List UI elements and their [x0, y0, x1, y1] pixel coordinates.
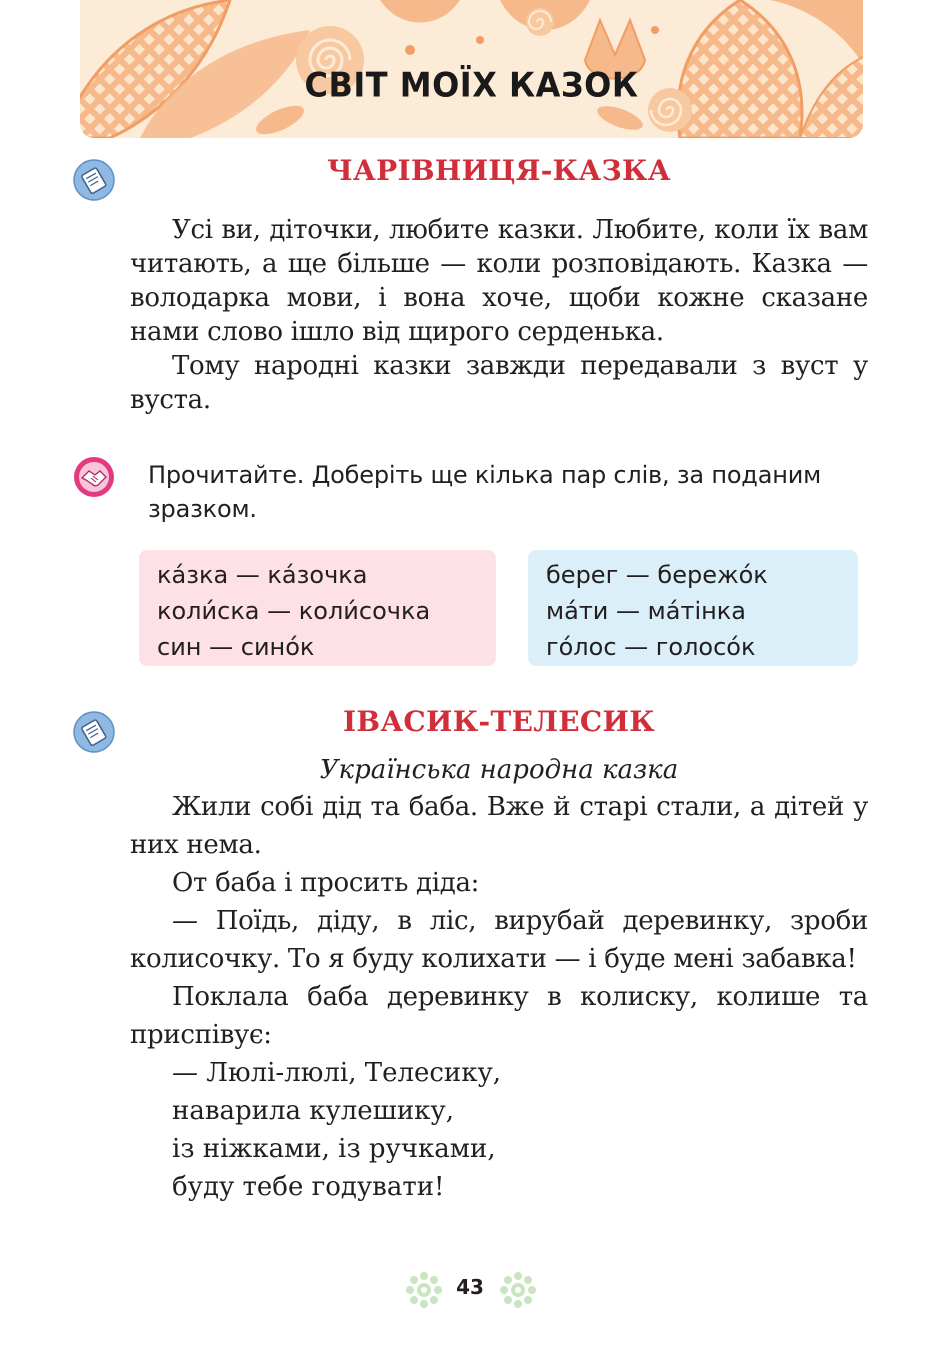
- verse-line: із ніжками, із ручками,: [172, 1134, 496, 1164]
- word-pairs-box-right: [528, 550, 858, 666]
- paragraph: — Поїдь, діду, в ліс, вирубай деревинку, зроби колисочку. То я буду колихати — і буде мені забавка!: [130, 906, 868, 974]
- word-pairs-box-left: [139, 550, 496, 666]
- word-pair: берег — бережо́к: [546, 561, 768, 589]
- verse-line: буду тебе годувати!: [172, 1172, 445, 1202]
- floral-ornament-icon: [498, 1270, 538, 1314]
- floral-ornament-icon: [404, 1270, 444, 1314]
- word-pair: го́лос — голосо́к: [546, 633, 756, 661]
- paragraph: Жили собі дід та баба. Вже й старі стали, а дітей у них нема.: [130, 792, 868, 860]
- section2-body: [130, 788, 868, 1206]
- word-pair: ма́ти — ма́тінка: [546, 597, 747, 625]
- section-title-charivnytsia: ЧАРІВНИЦЯ-КАЗКА: [327, 154, 671, 187]
- story-subtitle: Українська народна казка: [319, 755, 679, 785]
- paragraph: Усі ви, діточки, любите казки. Любите, коли їх вам читають, а ще більше — коли розповідають. Казка — володарка мови, і вона хоче, щоби кожне сказане нами слово ішло від щирого серденька.: [130, 215, 868, 347]
- paragraph: Тому народні казки завжди передавали з вуст у вуста.: [130, 351, 868, 415]
- handshake-icon: [73, 456, 115, 498]
- section1-body: [130, 213, 868, 417]
- page-number: 43: [456, 1275, 484, 1299]
- word-pair: син — сино́к: [157, 633, 315, 661]
- book-reading-icon: [73, 159, 115, 201]
- book-reading-icon: [73, 711, 115, 753]
- header-banner: [80, 0, 863, 138]
- chapter-title: СВІТ МОЇХ КАЗОК: [304, 65, 639, 105]
- paragraph: Поклала баба деревинку в колиску, колише та приспівує:: [130, 982, 868, 1050]
- verse-line: — Люлі-люлі, Телесику,: [172, 1058, 502, 1088]
- word-pair: коли́ска — коли́сочка: [157, 597, 431, 625]
- task-instruction: Прочитайте. Доберіть ще кілька пар слів, за поданим зразком.: [148, 461, 822, 523]
- word-pair: ка́зка — ка́зочка: [157, 561, 368, 589]
- paragraph: От баба і просить діда:: [172, 868, 480, 898]
- verse-line: наварила кулешику,: [172, 1096, 454, 1126]
- section-title-ivasyk: ІВАСИК-ТЕЛЕСИК: [342, 705, 656, 738]
